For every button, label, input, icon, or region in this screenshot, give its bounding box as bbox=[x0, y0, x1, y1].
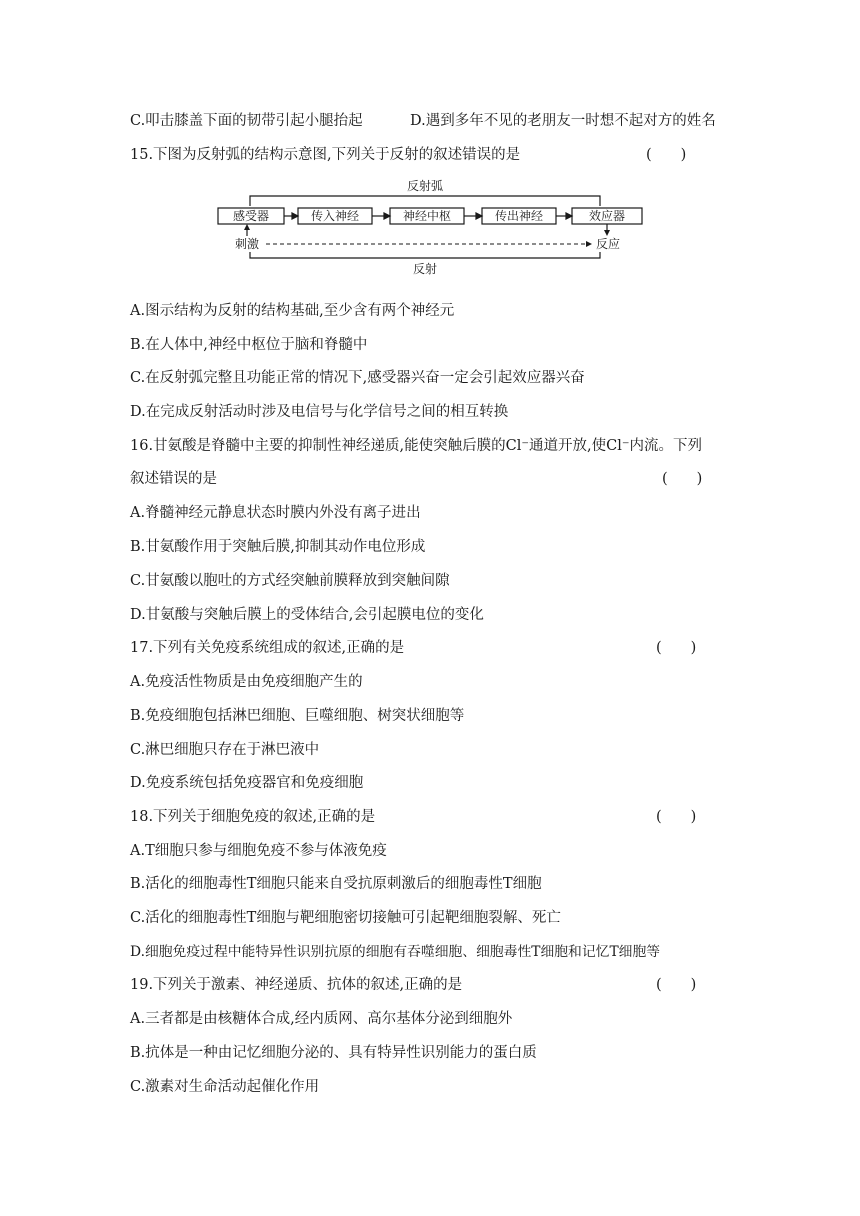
box-afferent-label: 传入神经 bbox=[310, 209, 360, 223]
q14-option-d: D.遇到多年不见的老朋友一时想不起对方的姓名 bbox=[410, 113, 716, 129]
reflex-arc-label: 反射弧 bbox=[406, 179, 444, 193]
q15-option-c: C.在反射弧完整且功能正常的情况下,感受器兴奋一定会引起效应器兴奋 bbox=[130, 370, 585, 386]
q17-option-b: B.免疫细胞包括淋巴细胞、巨噬细胞、树突状细胞等 bbox=[130, 708, 465, 724]
response-label: 反应 bbox=[595, 237, 621, 251]
q18-answer-blank: ( ) bbox=[656, 809, 697, 825]
q19-option-a: A.三者都是由核糖体合成,经内质网、高尔基体分泌到细胞外 bbox=[130, 1011, 513, 1027]
q14-option-c: C.叩击膝盖下面的韧带引起小腿抬起 bbox=[130, 113, 363, 129]
box-effector-label: 效应器 bbox=[588, 209, 626, 223]
q18-option-c: C.活化的细胞毒性T细胞与靶细胞密切接触可引起靶细胞裂解、死亡 bbox=[130, 910, 561, 926]
q17-option-c: C.淋巴细胞只存在于淋巴液中 bbox=[130, 742, 320, 758]
box-receptor-label: 感受器 bbox=[232, 209, 270, 223]
q17-option-d: D.免疫系统包括免疫器官和免疫细胞 bbox=[130, 775, 364, 791]
q19-answer-blank: ( ) bbox=[656, 977, 697, 993]
q19-option-b: B.抗体是一种由记忆细胞分泌的、具有特异性识别能力的蛋白质 bbox=[130, 1045, 537, 1061]
q16-answer-blank: ( ) bbox=[662, 471, 703, 487]
q15-stem: 15.下图为反射弧的结构示意图,下列关于反射的叙述错误的是 bbox=[130, 147, 521, 163]
q19-option-c: C.激素对生命活动起催化作用 bbox=[130, 1079, 320, 1095]
box-center-label: 神经中枢 bbox=[402, 209, 452, 223]
q16-stem-line1: 16.甘氨酸是脊髓中主要的抑制性神经递质,能使突触后膜的Cl⁻通道开放,使Cl⁻内流。下列 bbox=[130, 438, 703, 454]
reflex-label: 反射 bbox=[412, 262, 438, 276]
q16-option-d: D.甘氨酸与突触后膜上的受体结合,会引起膜电位的变化 bbox=[130, 607, 484, 623]
q17-stem: 17.下列有关免疫系统组成的叙述,正确的是 bbox=[130, 640, 405, 656]
q19-stem: 19.下列关于激素、神经递质、抗体的叙述,正确的是 bbox=[130, 977, 463, 993]
q15-answer-blank: ( ) bbox=[646, 147, 687, 163]
q16-option-a: A.脊髓神经元静息状态时膜内外没有离子进出 bbox=[130, 505, 421, 521]
q18-option-a: A.T细胞只参与细胞免疫不参与体液免疫 bbox=[130, 843, 387, 859]
q17-answer-blank: ( ) bbox=[656, 640, 697, 656]
q18-option-d: D.细胞免疫过程中能特异性识别抗原的细胞有吞噬细胞、细胞毒性T细胞和记忆T细胞等 bbox=[130, 944, 661, 960]
reflex-arc-diagram bbox=[210, 176, 650, 276]
q15-option-b: B.在人体中,神经中枢位于脑和脊髓中 bbox=[130, 337, 368, 353]
q17-option-a: A.免疫活性物质是由免疫细胞产生的 bbox=[130, 674, 363, 690]
reflex-bracket bbox=[250, 252, 600, 258]
stimulus-label: 刺激 bbox=[234, 237, 260, 251]
q15-option-a: A.图示结构为反射的结构基础,至少含有两个神经元 bbox=[130, 303, 455, 319]
q18-option-b: B.活化的细胞毒性T细胞只能来自受抗原刺激后的细胞毒性T细胞 bbox=[130, 876, 542, 892]
q16-option-c: C.甘氨酸以胞吐的方式经突触前膜释放到突触间隙 bbox=[130, 573, 450, 589]
q15-option-d: D.在完成反射活动时涉及电信号与化学信号之间的相互转换 bbox=[130, 404, 509, 420]
q16-option-b: B.甘氨酸作用于突触后膜,抑制其动作电位形成 bbox=[130, 539, 426, 555]
q18-stem: 18.下列关于细胞免疫的叙述,正确的是 bbox=[130, 809, 376, 825]
box-efferent-label: 传出神经 bbox=[494, 209, 544, 223]
q16-stem-line2: 叙述错误的是 bbox=[130, 471, 217, 487]
reflex-arc-bracket bbox=[250, 196, 600, 206]
